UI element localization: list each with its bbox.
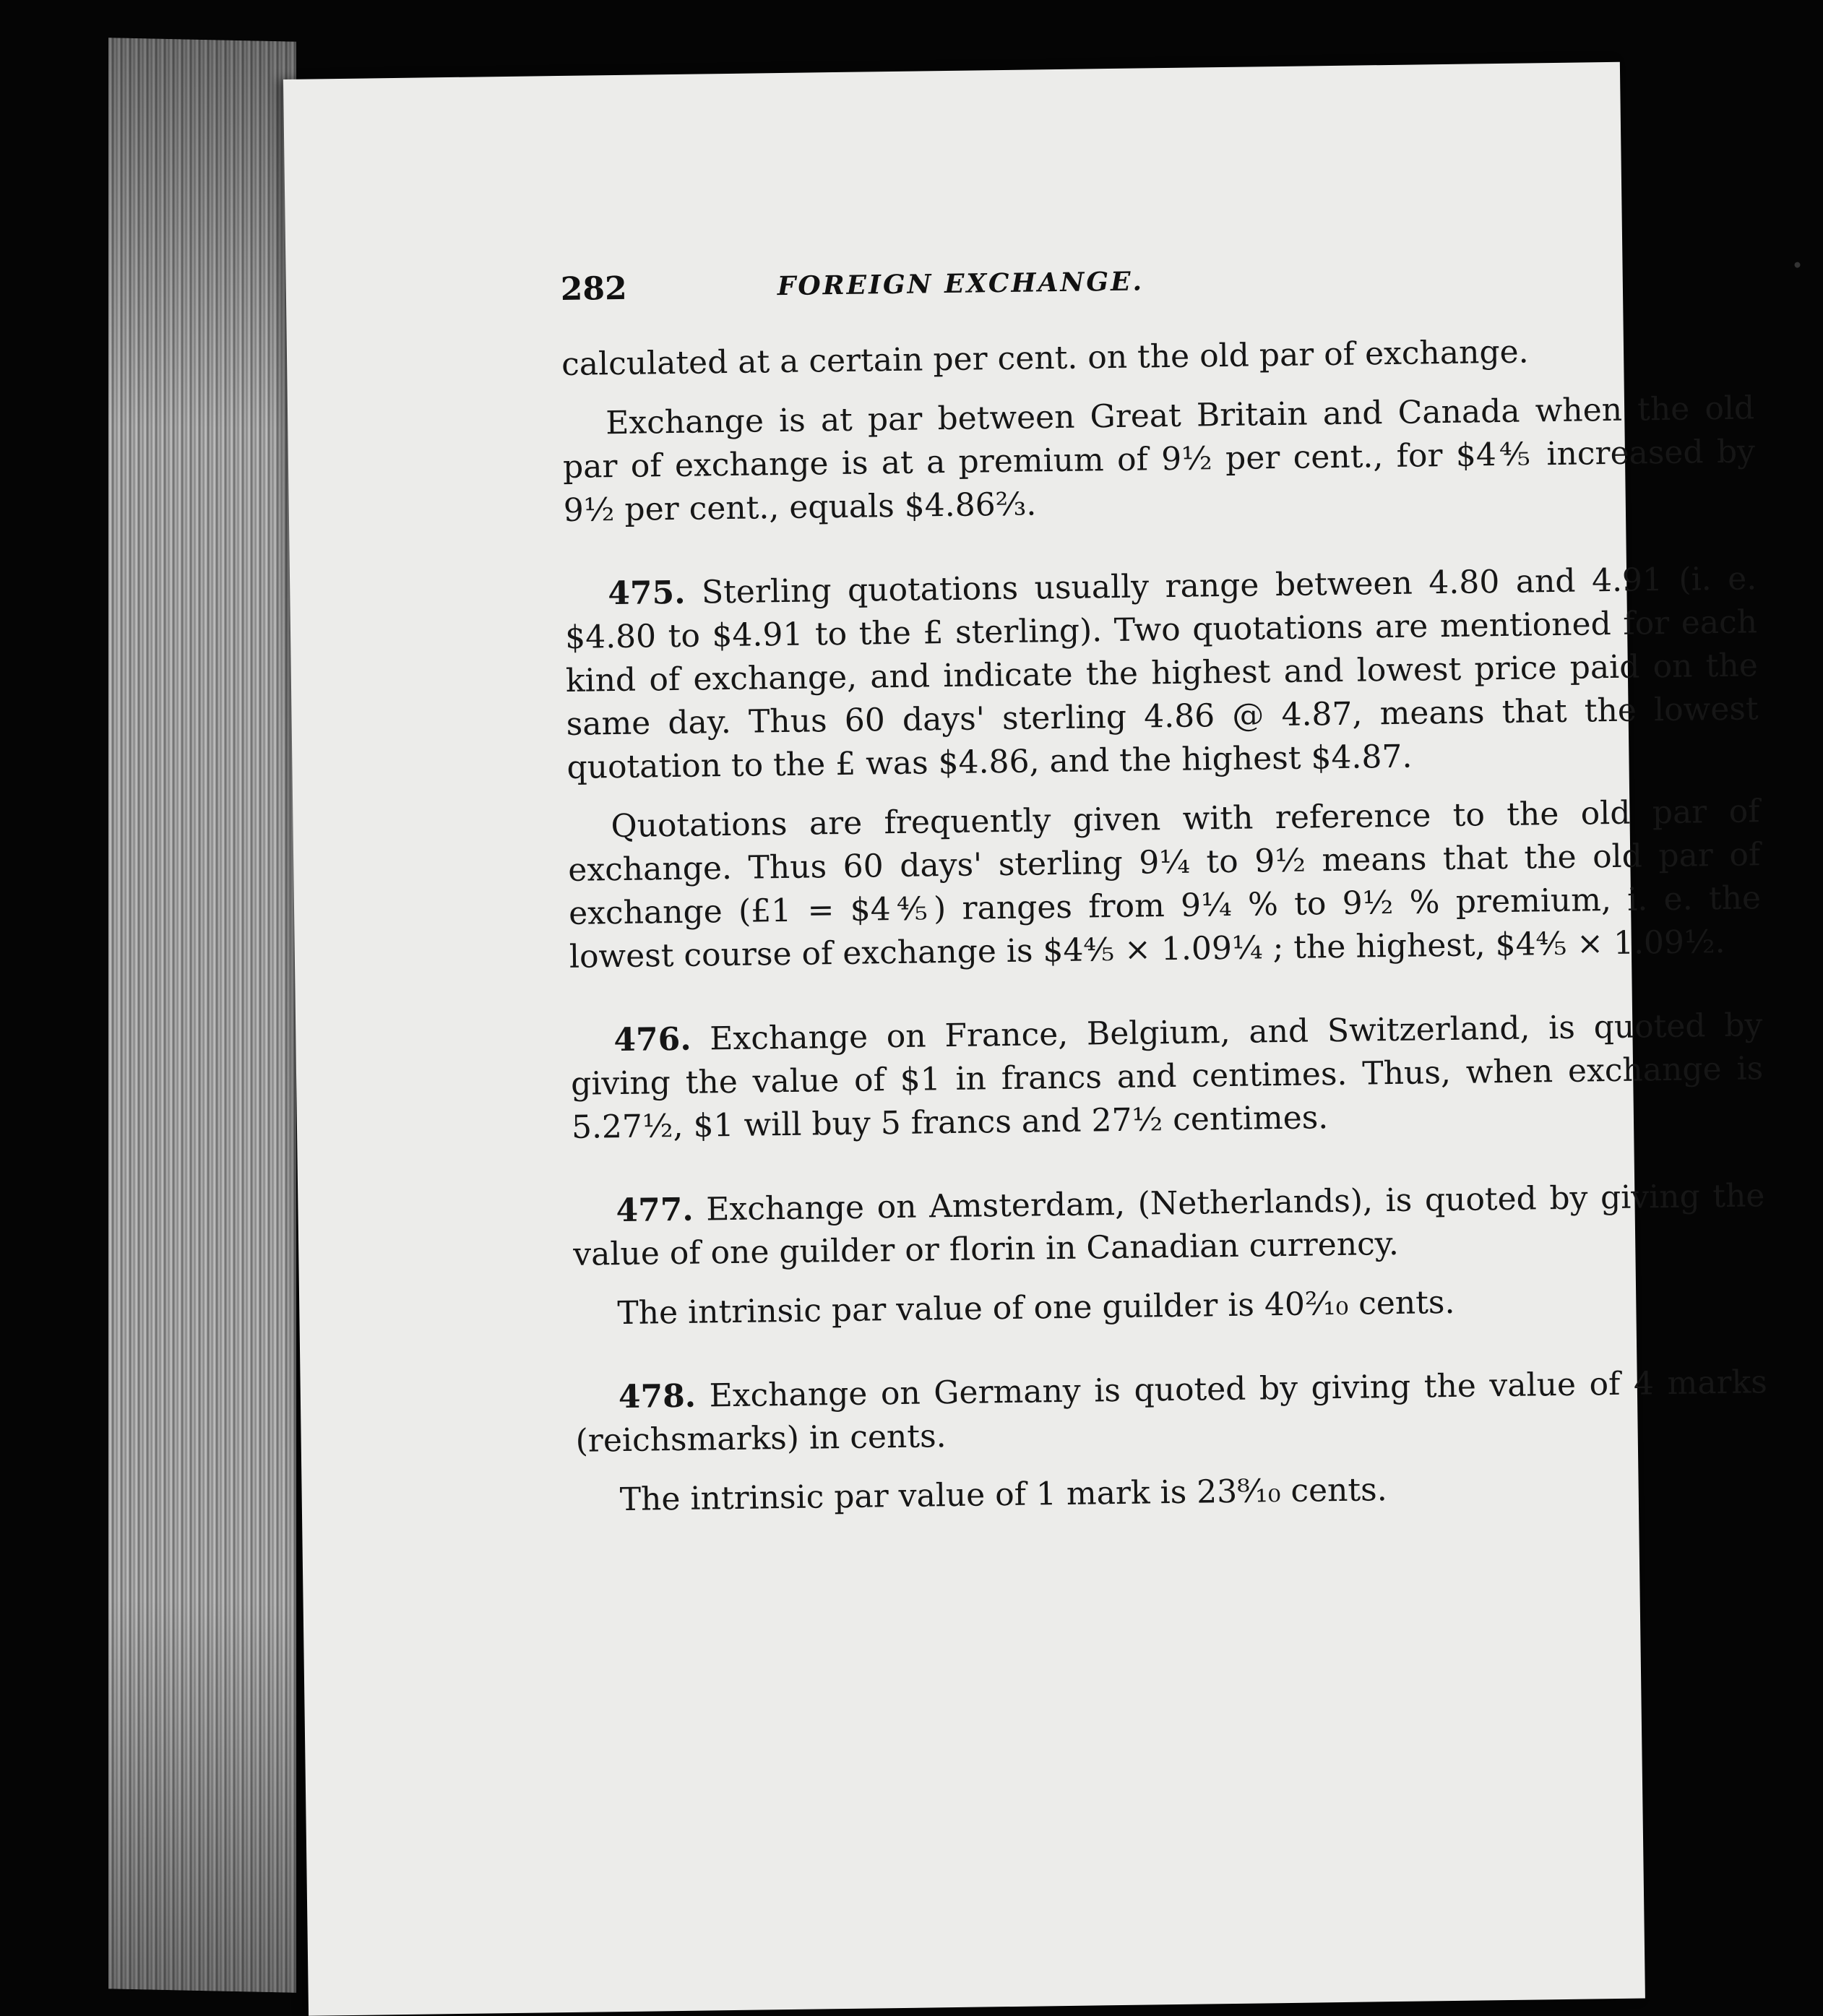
running-title: FOREIGN EXCHANGE. (777, 266, 1145, 302)
section-475 (564, 557, 1759, 790)
section-number: 476. (613, 1020, 691, 1059)
section-number: 477. (616, 1191, 694, 1230)
paragraph-text: Sterling quotations usually range between 4.80 and 4.91 (i. e. $4.80 to $4.91 to the £ sterling). Two quotations are mentioned for each kind of exchange, and indicate the highest and lowest price paid on the same day. Thus 60 days' sterling 4.86 @ 4.87, means that the lowest quotation to the £ was $4.86, and the highest $4.87. (564, 560, 1759, 786)
paragraph-text: Exchange on France, Belgium, and Switzerland, is quoted by giving the value of $1 in francs and centimes. Thus, when exchange is 5.27½, $1 will buy 5 francs and 27½ centimes. (570, 1007, 1764, 1146)
section-number: 475. (608, 574, 686, 613)
paragraph-par-of-exchange (562, 387, 1756, 533)
paragraph-text: Exchange on Germany is quoted by giving the value of 4 marks (reichsmarks) in cents. (575, 1364, 1768, 1460)
page-number: 282 (560, 270, 628, 308)
paragraph-text: Quotations are frequently given with reference to the old par of exchange. Thus 60 days' sterling 9¼ to 9½ means that the old par of exchange (£1 = $4⅘) ranges from 9¼ % to 9½ % premium, i. e. the lowest course of exchange is $4⅘ × 1.09¼ ; the highest, $4⅘ × 1.09½. (568, 793, 1762, 975)
paragraph-text: Exchange on Amsterdam, (Netherlands), is quoted by giving the value of one guilder or florin in Canadian currency. (572, 1177, 1765, 1273)
section-476 (570, 1004, 1764, 1150)
paragraph-mark-par (576, 1463, 1769, 1522)
running-header (561, 256, 1746, 329)
paragraph-text: The intrinsic par value of one guilder is 40²⁄₁₀ cents. (617, 1283, 1455, 1332)
dust-speck (1794, 262, 1800, 268)
book-page (283, 62, 1768, 2016)
paragraph-continuation (561, 327, 1754, 387)
paragraph-text: The intrinsic par value of 1 mark is 23⁸⁄₁₀ cents. (619, 1471, 1388, 1519)
paragraph-text: Exchange is at par between Great Britain and Canada when the old par of exchange is at a premium of 9½ per cent., for $4⅘ increased by 9½ per cent., equals $4.86⅔. (562, 389, 1756, 529)
paragraph-text: calculated at a certain per cent. on the old par of exchange. (561, 333, 1529, 383)
section-477 (572, 1174, 1765, 1277)
section-number: 478. (618, 1377, 697, 1416)
page-body (561, 327, 1769, 1522)
section-478 (575, 1361, 1768, 1463)
paragraph-guilder-par (574, 1277, 1767, 1336)
paragraph-quotations (567, 790, 1762, 979)
page-edge-shadow (108, 38, 296, 1992)
